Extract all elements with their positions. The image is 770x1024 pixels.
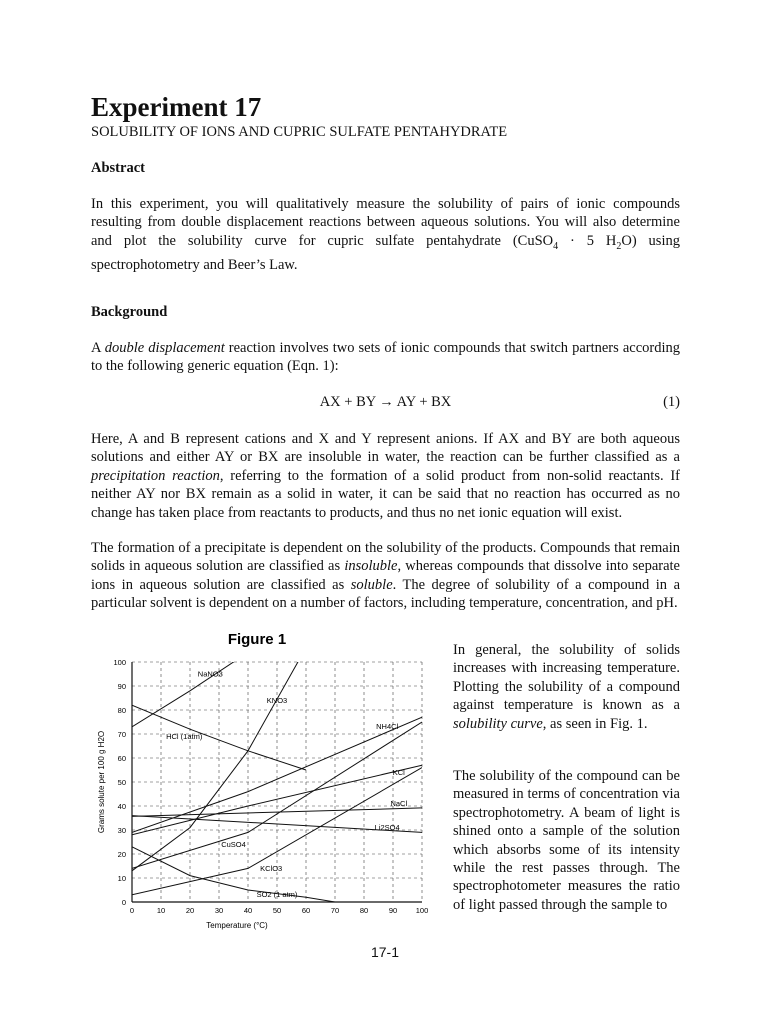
series-label: Li2SO4 [374, 823, 400, 832]
abstract-paragraph: In this experiment, you will qualitatively measure the solubility of pairs of ionic compounds resulting from double displacement reactions between aqueous solutions. You will also determine and plot the solubility curve for cupric sulfate pentahydrate (CuSO$_4$ · 5 $H_2O$) using spectrophotometry and Beer’s Law. [91, 196, 680, 274]
x-tick-label: 80 [359, 906, 369, 915]
x-tick-label: 30 [214, 906, 224, 915]
document-subtitle: SOLUBILITY OF IONS AND CUPRIC SULFATE PENTAHYDRATE [91, 124, 508, 140]
series-label: NaCl [390, 799, 408, 808]
series-label: KNO3 [266, 695, 288, 705]
x-tick-label: 20 [185, 906, 195, 915]
series-label: NaNO3 [197, 669, 223, 679]
x-axis-label: Temperature (°C) [206, 921, 268, 930]
y-tick-label: 90 [117, 682, 126, 691]
y-tick-label: 50 [117, 778, 126, 787]
background-paragraph-3: The formation of a precipitate is dependent on the solubility of the products. Compounds that remain solids in aqueous solution are classified as insoluble, whereas compounds that dissolve into separate ions in aqueous solution are classified as soluble. The degree of solubility of a compound in a particular solvent is dependent on a number of factors, including temperature, concentration, and pH. [91, 540, 680, 612]
y-tick-label: 30 [117, 826, 126, 835]
y-tick-label: 70 [117, 730, 126, 739]
y-tick-label: 10 [117, 874, 126, 883]
series-label: CuSO4 [221, 839, 246, 849]
background-heading: Background [91, 304, 168, 320]
x-tick-label: 100 [415, 906, 429, 915]
x-tick-label: 70 [330, 906, 340, 915]
equation-body: AX + BY → AY + BX [319, 394, 452, 410]
series-label: KCl [392, 767, 405, 777]
x-tick-label: 60 [301, 906, 311, 915]
series-label: NH4Cl [376, 722, 399, 732]
y-tick-label: 60 [117, 754, 126, 763]
chart-title: Figure 1 [227, 631, 287, 648]
series-label: HCl (1atm) [166, 731, 203, 741]
series-line [132, 808, 422, 816]
page-number: 17-1 [370, 944, 400, 960]
series-label: SO2 (1 atm) [256, 890, 298, 900]
y-tick-label: 20 [117, 850, 126, 859]
y-axis-label: Grams solute per 100 g H2O [97, 730, 106, 834]
x-tick-label: 50 [272, 906, 282, 915]
x-tick-label: 90 [388, 906, 398, 915]
equation-number: (1) [663, 394, 680, 410]
y-tick-label: 100 [113, 658, 126, 667]
right-column-paragraph-1: In general, the solubility of solids increases with increasing temperature. Plotting the solubility of a compound against temperature is known as a solubility curve, as seen in Fig. 1. [453, 642, 680, 732]
document-title: Experiment 17 [91, 92, 262, 122]
figure-1 [90, 630, 440, 935]
x-tick-label: 0 [129, 906, 135, 915]
background-paragraph-1: A double displacement reaction involves two sets of ionic compounds that switch partners according to the following generic equation (Eqn. 1): [91, 340, 680, 375]
series-line [132, 847, 335, 902]
abstract-heading: Abstract [91, 160, 145, 176]
series-label: KClO3 [260, 863, 283, 873]
x-tick-label: 10 [156, 906, 166, 915]
y-tick-label: 80 [117, 706, 126, 715]
right-column-paragraph-2: The solubility of the compound can be measured in terms of concentration via spectrophotometry. A beam of light is shined onto a sample of the solution which absorbs some of its intensity while the rest passes through. The spectrophotometer measures the ratio of light passed through the sample to [453, 768, 680, 913]
x-tick-label: 40 [243, 906, 253, 915]
solubility-chart [90, 630, 440, 935]
y-tick-label: 0 [121, 898, 126, 907]
y-tick-label: 40 [117, 802, 126, 811]
background-paragraph-2: Here, A and B represent cations and X and Y represent anions. If AX and BY are both aqueous solutions and either AY or BX are insoluble in water, the reaction can be further classified as a precipitation reaction, referring to the formation of a solid product from non-solid reactants. If neither AY nor BX remain as a solid in water, it can be said that no reaction has occurred as no change has taken place from reactants to products, and thus no net ionic equation will exist. [91, 431, 680, 521]
